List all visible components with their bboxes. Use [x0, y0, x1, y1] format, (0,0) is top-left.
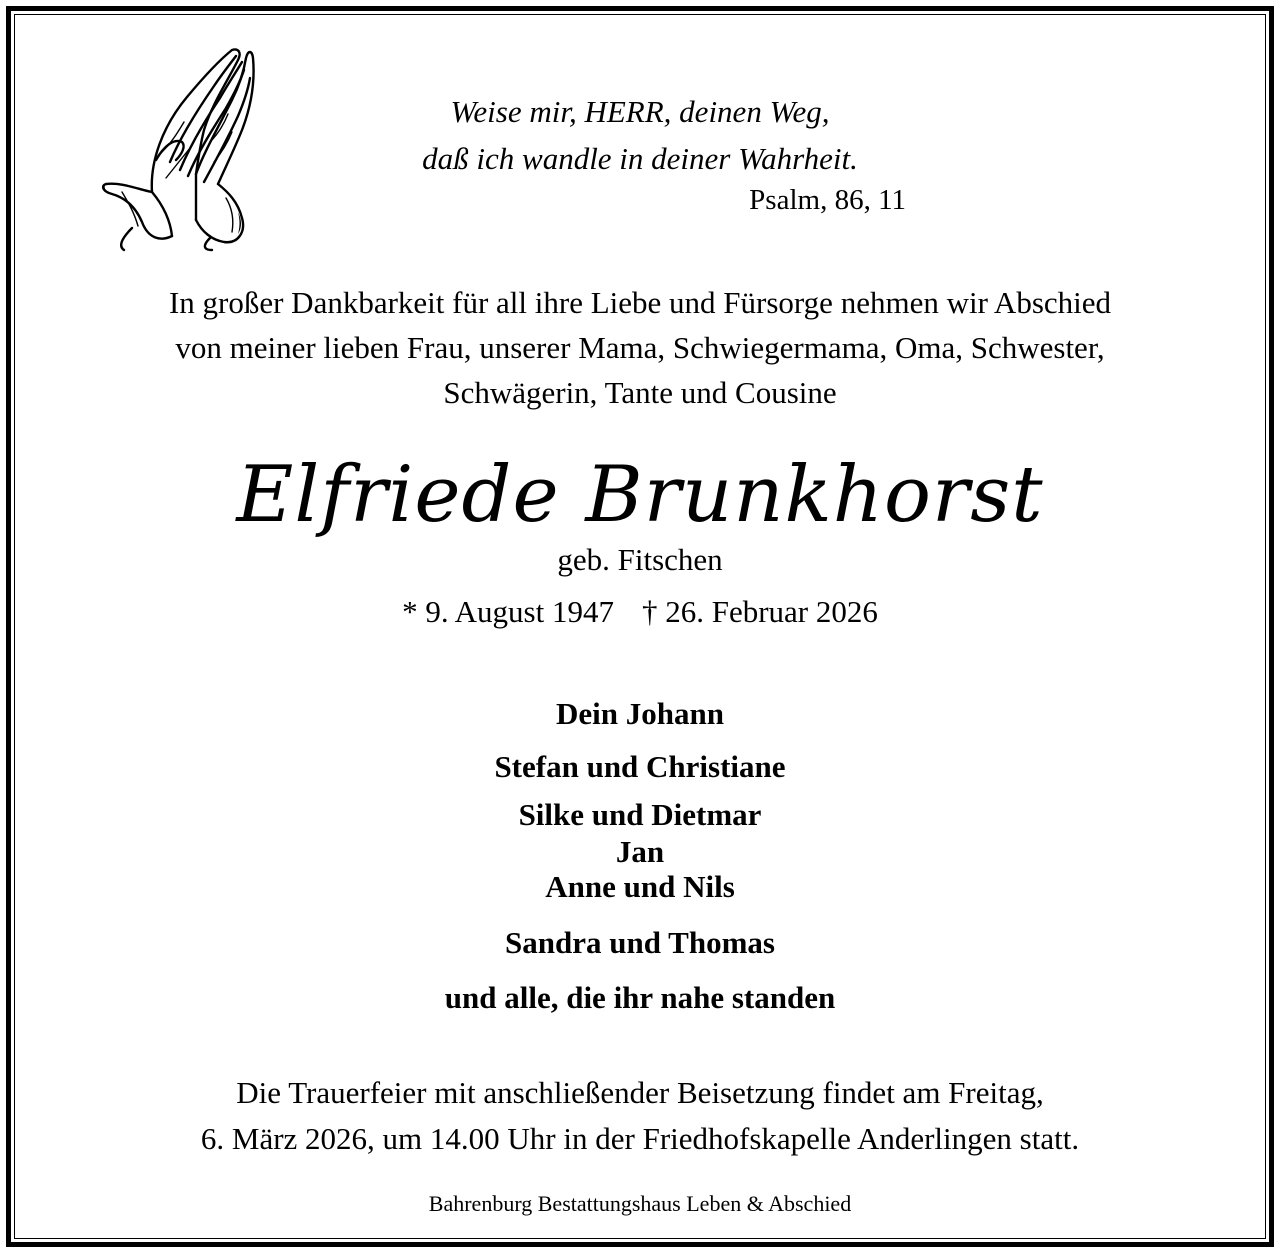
service-line-2: 6. März 2026, um 14.00 Uhr in der Friedhofskapelle Anderlingen statt.	[200, 1121, 1080, 1156]
funeral-service-info	[60, 1070, 1220, 1162]
service-line-1: Die Trauerfeier mit anschließender Beisetzung findet am Freitag,	[236, 1075, 1044, 1110]
death-date: † 26. Februar 2026	[641, 594, 878, 629]
verse-reference: Psalm, 86, 11	[749, 184, 906, 216]
verse-line-1: Weise mir, HERR, deinen Weg,	[450, 94, 830, 129]
mourner-line: und alle, die ihr nahe standen	[444, 980, 836, 1015]
deceased-name: Elfriede Brunkhorst	[236, 450, 1044, 540]
mourner-line: Anne und Nils	[545, 869, 735, 904]
praying-hands-icon	[92, 42, 262, 252]
mourner-line: Silke und Dietmar	[518, 797, 762, 832]
farewell-line-1: In großer Dankbarkeit für all ihre Liebe und Fürsorge nehmen wir Abschied	[168, 285, 1112, 320]
farewell-line-2: von meiner lieben Frau, unserer Mama, Schwiegermama, Oma, Schwester,	[175, 330, 1105, 365]
mourner-line: Jan	[615, 834, 665, 869]
mourner-line: Sandra und Thomas	[505, 925, 775, 960]
farewell-text	[60, 280, 1220, 415]
mourner-line: Dein Johann	[556, 696, 724, 731]
verse-line-2: daß ich wandle in deiner Wahrheit.	[422, 141, 858, 176]
bible-verse	[300, 88, 980, 182]
maiden-name: geb. Fitschen	[557, 542, 723, 577]
life-dates	[300, 591, 980, 633]
mourner-line: Stefan und Christiane	[494, 749, 786, 784]
undertaker-name: Bahrenburg Bestattungshaus Leben & Abschied	[428, 1191, 852, 1216]
birth-date: * 9. August 1947	[402, 594, 614, 629]
farewell-line-3: Schwägerin, Tante und Cousine	[443, 375, 837, 410]
